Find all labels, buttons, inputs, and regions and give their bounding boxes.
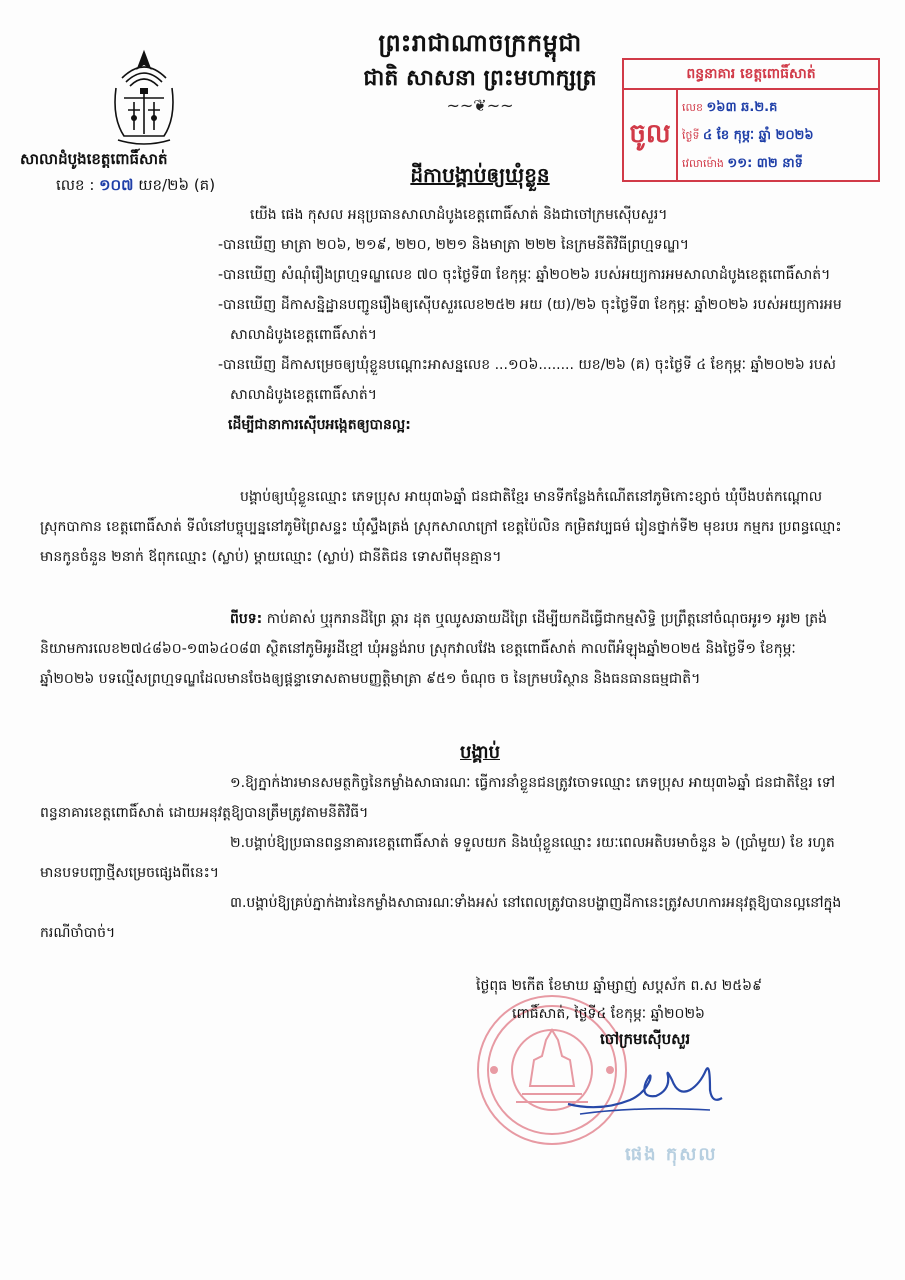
- national-motto: ជាតិ សាសនា ព្រះមហាក្សត្រ: [363, 66, 597, 91]
- reference-number: [56, 176, 316, 198]
- document-title: ដីកាបង្គាប់ឲ្យឃុំខ្លួន: [410, 163, 550, 187]
- charge-paragraph: [40, 604, 845, 694]
- stamp-side-label: ចូល: [624, 88, 678, 180]
- considerations-block: [140, 200, 845, 440]
- consideration-1: -បានឃើញ មាត្រា ២០៦, ២១៩, ២២០, ២២១ និងមាត្រា ២២២ នៃក្រមនីតិវិធីព្រហ្មទណ្ឌ។: [218, 237, 689, 253]
- stamp-date-row: [682, 122, 878, 150]
- intro-line: យើង ផេង កុសល អនុប្រធានសាលាដំបូងខេត្តពោធិ៍សាត់ និងជាចៅក្រមស៊ើបសួរ។: [250, 207, 668, 223]
- date-block: [476, 972, 876, 1028]
- stamp-number-value: ១៦៣ ឆ.២.គ: [706, 100, 778, 115]
- stamp-number-label: លេខ: [682, 101, 703, 114]
- signer-title: ចៅក្រមស៊ើបសួរ: [600, 1030, 691, 1048]
- person-paragraph: បង្គាប់ឲ្យឃុំខ្លួនឈ្មោះ ភេទប្រុស អាយុ៣៦ឆ្នាំ ជនជាតិខ្មែរ មានទីកន្លែងកំណើតនៅភូមិកោះខ្សាច់ ឃុំបឹងបត់កណ្ដោល ស្រុកបាកាន ខេត្តពោធិ៍សាត់ ទីលំនៅបច្ចុប្បន្ននៅភូមិព្រៃសន្ទះ ឃុំស្ទឹងត្រង់ ស្រុកសាលាក្រៅ ខេត្តប៉ៃលិន កម្រិតវប្បធម៌ រៀនថ្នាក់ទី២ មុខរបរ កម្មករ ប្រពន្ធឈ្មោះ មានកូនចំនួន ២នាក់ ឪពុកឈ្មោះ (ស្លាប់) ម្ដាយឈ្មោះ (ស្លាប់) ជានីតិជន ទោសពីមុនគ្មាន។: [40, 489, 842, 565]
- receipt-stamp: [622, 58, 880, 182]
- kingdom-heading: ព្រះរាជាណាចក្រកម្ពុជា: [378, 29, 582, 57]
- orders-block: [40, 768, 845, 948]
- stamp-time-label: វេលាម៉ោង: [682, 157, 724, 170]
- order-1: ១.ឱ្យភ្នាក់ងារមានសមត្ថកិច្ចនៃកម្លាំងសាធារណៈ ធ្វើការនាំខ្លួនជនត្រូវចោទឈ្មោះ ភេទប្រុស អាយុ៣៦ឆ្នាំ ជនជាតិខ្មែរ ទៅពន្ធនាគារខេត្តពោធិ៍សាត់ ដោយអនុវត្តឱ្យបានត្រឹមត្រូវតាមនីតិវិធី។: [40, 775, 836, 821]
- stamp-date-label: ថ្ងៃទី: [682, 129, 700, 142]
- stamp-date-value: ៤ ខែ កុម្ភៈ ឆ្នាំ ២០២៦: [702, 128, 814, 143]
- consideration-2: -បានឃើញ សំណុំរឿងព្រហ្មទណ្ឌលេខ ៧០ ចុះថ្ងៃទី៣ ខែកុម្ភៈ ឆ្នាំ២០២៦ របស់អយ្យការអមសាលាដំបូងខេត្តពោធិ៍សាត់។: [218, 267, 831, 283]
- purpose-heading: ដើម្បីជានាការស៊ើបអង្កេតឲ្យបានល្អ:: [228, 417, 411, 433]
- charge-block: [40, 604, 845, 694]
- order-2: ២.បង្គាប់ឱ្យប្រធានពន្ធនាគារខេត្តពោធិ៍សាត់ ទទួលយក និងឃុំខ្លួនឈ្មោះ រយៈពេលអតិបរមាចំនួន ៦ (ប្រាំមួយ) ខែ រហូតមានបទបញ្ជាថ្មីសម្រេចផ្សេងពីនេះ។: [40, 835, 835, 881]
- stamp-number-row: [682, 94, 878, 122]
- signer-name: ផេង កុសល: [625, 1144, 718, 1165]
- lunar-date: ថ្ងៃពុធ ២កើត ខែមាឃ ឆ្នាំម្សាញ់ សប្តស័ក ព.ស ២៥៦៩: [476, 978, 762, 994]
- orders-title: បង្គាប់: [460, 742, 500, 763]
- ref-suffix: យខ/២៦ (គ): [138, 176, 216, 194]
- consideration-4: -បានឃើញ ដីកាសម្រេចឲ្យឃុំខ្លួនបណ្ដោះអាសន្នលេខ ...១០៦........ យខ/២៦ (គ) ចុះថ្ងៃទី ៤ ខែកុម្ភៈ ឆ្នាំ២០២៦ របស់សាលាដំបូងខេត្តពោធិ៍សាត់។: [218, 357, 836, 403]
- court-name: សាលាដំបូងខេត្តពោធិ៍សាត់: [20, 150, 168, 168]
- ref-prefix: លេខ :: [56, 176, 95, 194]
- consideration-3: -បានឃើញ ដីកាសន្និដ្ឋានបញ្ជូនរឿងឲ្យស៊ើបសួរលេខ២៥២ អយ (យ)/២៦ ចុះថ្ងៃទី៣ ខែកុម្ភៈ ឆ្នាំ២០២៦ របស់អយ្យការអមសាលាដំបូងខេត្តពោធិ៍សាត់។: [218, 297, 842, 343]
- order-3: ៣.បង្គាប់ឱ្យគ្រប់ភ្នាក់ងារនៃកម្លាំងសាធារណៈទាំងអស់ នៅពេលត្រូវបានបង្ហាញដីកានេះត្រូវសហការអនុវត្តឱ្យបានល្អនៅក្នុងករណីចាំបាច់។: [40, 895, 842, 941]
- charge-label: ពីបទ:: [230, 611, 263, 627]
- place-date: ពោធិ៍សាត់, ថ្ងៃទី៤ ខែកុម្ភៈ ឆ្នាំ២០២៦: [512, 1006, 705, 1022]
- charge-text: កាប់គាស់ ឬរុករានដីព្រៃ ឆ្ការ ដុត ឬឈូសឆាយដីព្រៃ ដើម្បីយកដីធ្វើជាកម្មសិទ្ធិ ប្រព្រឹត្តនៅចំណុចអូរ១ អូរ២ ត្រង់និយាមការលេខ២៧៤៨៦០-១៣៦៤០៨៣ ស្ថិតនៅភូមិអូរដីខ្មៅ ឃុំអន្លង់រាប ស្រុកវាលវែង ខេត្តពោធិ៍សាត់ កាលពីអំឡុងឆ្នាំ២០២៥ និងថ្ងៃទី១ ខែកុម្ភៈ ឆ្នាំ២០២៦ បទល្មើសព្រហ្មទណ្ឌដែលមានចែងឲ្យផ្ដន្ទាទោសតាមបញ្ញត្តិមាត្រា ៩៥១ ចំណុច ច នៃក្រមបរិស្ថាន និងធនធានធម្មជាតិ។: [40, 611, 828, 687]
- signature-mark: [560, 1060, 730, 1120]
- ornament-divider: ~~❦~~: [446, 96, 514, 115]
- person-paragraph-block: [40, 482, 845, 572]
- stamp-time-row: [682, 150, 878, 178]
- stamp-time-value: ១១: ៣២ នាទី: [727, 156, 803, 171]
- ref-number: ១០៧: [99, 176, 134, 194]
- national-emblem-icon: [104, 48, 184, 152]
- stamp-title: ពន្ធនាគារ ខេត្តពោធិ៍សាត់: [624, 60, 878, 90]
